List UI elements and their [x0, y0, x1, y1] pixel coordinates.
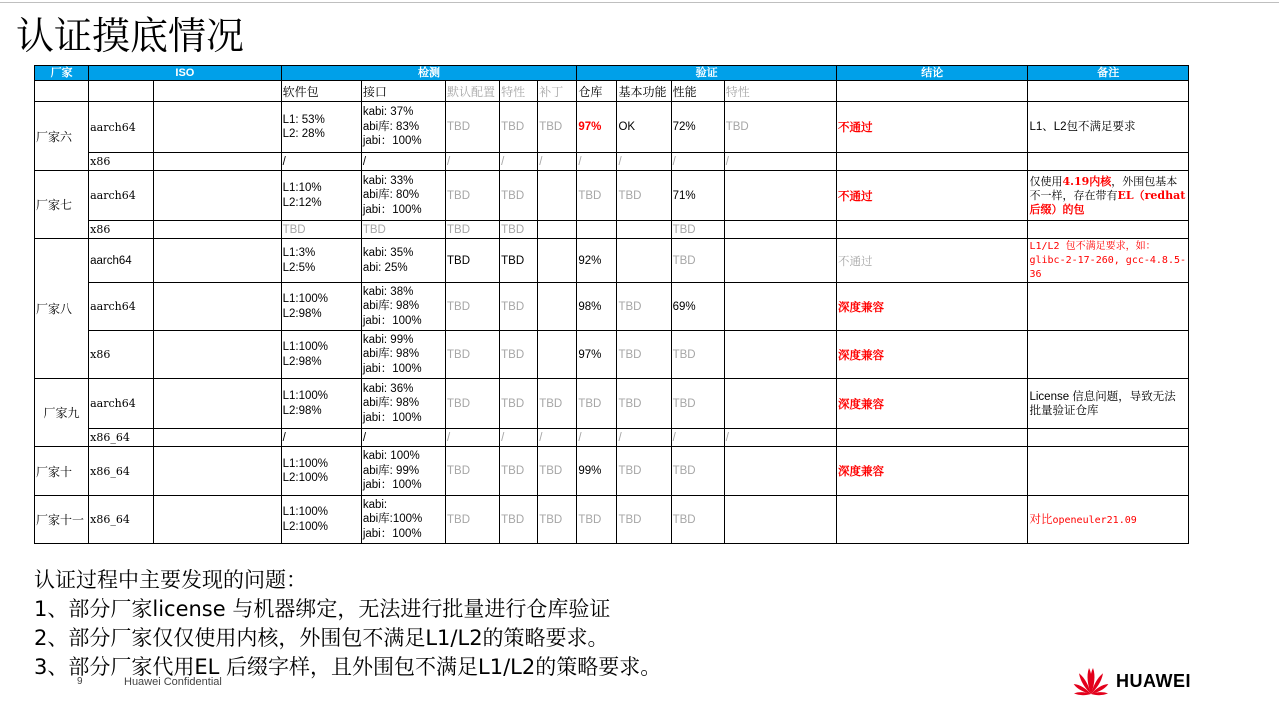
- interface-jabi: jabi：100%: [362, 203, 422, 216]
- performance-cell: 72%: [671, 102, 724, 153]
- iso-cell: [154, 379, 281, 429]
- conclusion-cell: 深度兼容: [836, 283, 1027, 331]
- arch-cell: x86_64: [89, 496, 154, 544]
- interface-cell: [361, 379, 445, 429]
- finding-item-2: 2、部分厂家仅仅使用内核，外围包不满足L1/L2的策略要求。: [34, 626, 609, 650]
- package-cell: [281, 447, 361, 496]
- interface-cell: [361, 496, 445, 544]
- remark-kernel-highlight: 4.19内核: [1062, 174, 1112, 188]
- subheader-default-config: 默认配置: [446, 81, 500, 102]
- findings-list: [34, 566, 661, 682]
- feature-cell: TBD: [500, 102, 538, 153]
- default-config-cell: TBD: [446, 379, 500, 429]
- package-cell: [281, 102, 361, 153]
- package-l1: L1:100%: [282, 457, 329, 470]
- package-l2: L2:98%: [282, 355, 322, 368]
- performance-cell: TBD: [671, 331, 724, 379]
- repo-cell: 92%: [577, 239, 617, 283]
- conclusion-cell: 深度兼容: [836, 379, 1027, 429]
- basic-func-cell: /: [617, 153, 671, 171]
- feature-cell: TBD: [500, 283, 538, 331]
- package-l1: L1:100%: [282, 341, 329, 353]
- package-l1: L1:10%: [282, 182, 322, 194]
- iso-cell: [154, 221, 281, 239]
- repo-cell: TBD: [577, 496, 617, 544]
- vendor-cell: 厂家八: [35, 239, 89, 379]
- table-row: [35, 102, 1189, 153]
- remark-cell: [1028, 283, 1189, 331]
- basic-func-cell: [617, 239, 671, 283]
- feature-cell: /: [500, 153, 538, 171]
- huawei-flower-icon: [1070, 664, 1112, 698]
- package-l2: L2:5%: [282, 261, 316, 274]
- page-number: 9: [77, 676, 83, 687]
- performance-cell: TBD: [671, 447, 724, 496]
- patch-cell: /: [538, 429, 577, 447]
- interface-jabi: jabi：100%: [362, 411, 422, 424]
- package-cell: [281, 379, 361, 429]
- arch-cell: aarch64: [89, 239, 154, 283]
- verify-feature-cell: [724, 496, 836, 544]
- package-cell: /: [281, 153, 361, 171]
- remark-cell: [1028, 429, 1189, 447]
- table-header-row: [35, 66, 1189, 81]
- finding-item-3: 3、部分厂家代用EL 后缀字样，且外围包不满足L1/L2的策略要求。: [34, 655, 662, 679]
- repo-cell: TBD: [577, 171, 617, 221]
- header-vendor: 厂家: [35, 66, 89, 81]
- interface-kabi: kabi: 35%: [362, 247, 414, 259]
- iso-cell: [154, 429, 281, 447]
- patch-cell: [538, 283, 577, 331]
- empty-cell: [89, 81, 154, 102]
- default-config-cell: TBD: [446, 331, 500, 379]
- patch-cell: TBD: [538, 496, 577, 544]
- remark-version: openeuler21.09: [1052, 515, 1137, 526]
- interface-cell: /: [361, 153, 445, 171]
- package-cell: [281, 283, 361, 331]
- package-cell: [281, 171, 361, 221]
- interface-abi: abi库:100%: [362, 513, 423, 526]
- interface-jabi: jabi：100%: [362, 362, 422, 375]
- remark-cell: License 信息问题，导致无法批量验证仓库: [1028, 379, 1189, 429]
- package-l1: L1:3%: [282, 247, 316, 259]
- package-l1: L1:100%: [282, 506, 329, 518]
- default-config-cell: TBD: [446, 171, 500, 221]
- interface-jabi: jabi：100%: [362, 479, 422, 492]
- arch-cell: aarch64: [89, 379, 154, 429]
- performance-cell: /: [671, 153, 724, 171]
- remark-text: 仅使用: [1029, 175, 1063, 188]
- empty-cell: [1028, 81, 1189, 102]
- subheader-performance: 性能: [671, 81, 724, 102]
- table-row: [35, 429, 1189, 447]
- subheader-basic-func: 基本功能: [617, 81, 671, 102]
- header-conclusion: 结论: [836, 66, 1027, 81]
- package-cell: [281, 331, 361, 379]
- basic-func-cell: TBD: [617, 331, 671, 379]
- conclusion-cell: [836, 153, 1027, 171]
- package-l2: L2:98%: [282, 307, 322, 320]
- remark-cell: [1028, 171, 1189, 221]
- table-subheader-row: [35, 81, 1189, 102]
- default-config-cell: /: [446, 429, 500, 447]
- interface-cell: /: [361, 429, 445, 447]
- table-row: [35, 221, 1189, 239]
- vendor-cell: 厂家六: [35, 102, 89, 171]
- interface-cell: [361, 447, 445, 496]
- repo-cell: /: [577, 153, 617, 171]
- arch-cell: x86: [89, 331, 154, 379]
- verify-feature-cell: [724, 379, 836, 429]
- subheader-feature: 特性: [500, 81, 538, 102]
- interface-kabi: kabi: 37%: [362, 106, 414, 119]
- interface-jabi: jabi：100%: [362, 135, 422, 148]
- remark-cell: L1/L2 包不满足要求，如：glibc-2-17-260, gcc-4.8.5-36: [1028, 239, 1189, 283]
- basic-func-cell: /: [617, 429, 671, 447]
- default-config-cell: TBD: [446, 221, 500, 239]
- interface-abi: abi: 25%: [362, 261, 408, 274]
- iso-cell: [154, 239, 281, 283]
- interface-abi: abi库: 98%: [362, 348, 420, 361]
- patch-cell: TBD: [538, 102, 577, 153]
- repo-cell: 97%: [577, 331, 617, 379]
- feature-cell: TBD: [500, 239, 538, 283]
- default-config-cell: TBD: [446, 496, 500, 544]
- performance-cell: 69%: [671, 283, 724, 331]
- table-row: [35, 496, 1189, 544]
- patch-cell: [538, 171, 577, 221]
- huawei-logo: [1070, 664, 1210, 700]
- interface-jabi: jabi：100%: [362, 527, 422, 540]
- iso-cell: [154, 102, 281, 153]
- interface-kabi: kabi: 33%: [362, 174, 414, 187]
- table-row: [35, 153, 1189, 171]
- iso-cell: [154, 153, 281, 171]
- remark-cell: [1028, 153, 1189, 171]
- interface-abi: abi库: 98%: [362, 300, 420, 313]
- arch-cell: x86_64: [89, 447, 154, 496]
- package-cell: [281, 496, 361, 544]
- feature-cell: TBD: [500, 221, 538, 239]
- package-l2: L2:12%: [282, 196, 322, 209]
- iso-cell: [154, 496, 281, 544]
- header-iso: ISO: [89, 66, 281, 81]
- repo-cell: /: [577, 429, 617, 447]
- vendor-cell: 厂家七: [35, 171, 89, 239]
- feature-cell: TBD: [500, 331, 538, 379]
- interface-kabi: kabi: 99%: [362, 333, 414, 346]
- empty-cell: [836, 81, 1027, 102]
- empty-cell: [154, 81, 281, 102]
- vendor-cell: 厂家九: [35, 379, 89, 447]
- remark-text: 对比: [1029, 514, 1053, 526]
- feature-cell: /: [500, 429, 538, 447]
- arch-cell: aarch64: [89, 283, 154, 331]
- conclusion-cell: 深度兼容: [836, 331, 1027, 379]
- patch-cell: [538, 239, 577, 283]
- patch-cell: /: [538, 153, 577, 171]
- table-row: [35, 239, 1189, 283]
- interface-kabi: kabi: 38%: [362, 285, 414, 298]
- header-remark: 备注: [1028, 66, 1189, 81]
- table-row: [35, 379, 1189, 429]
- interface-kabi: kabi: 36%: [362, 382, 414, 395]
- verify-feature-cell: [724, 447, 836, 496]
- package-cell: TBD: [281, 221, 361, 239]
- remark-cell: [1028, 331, 1189, 379]
- remark-cell: [1028, 496, 1189, 544]
- empty-cell: [35, 81, 89, 102]
- patch-cell: TBD: [538, 379, 577, 429]
- interface-cell: [361, 239, 445, 283]
- verify-feature-cell: TBD: [724, 102, 836, 153]
- vendor-cell: 厂家十: [35, 447, 89, 496]
- interface-abi: abi库: 99%: [362, 464, 420, 477]
- feature-cell: TBD: [500, 447, 538, 496]
- iso-cell: [154, 331, 281, 379]
- performance-cell: /: [671, 429, 724, 447]
- basic-func-cell: TBD: [617, 379, 671, 429]
- repo-cell: TBD: [577, 379, 617, 429]
- verify-feature-cell: /: [724, 153, 836, 171]
- basic-func-cell: TBD: [617, 496, 671, 544]
- iso-cell: [154, 447, 281, 496]
- iso-cell: [154, 171, 281, 221]
- package-cell: [281, 239, 361, 283]
- conclusion-cell: [836, 221, 1027, 239]
- patch-cell: [538, 331, 577, 379]
- table-row: [35, 171, 1189, 221]
- remark-cell: [1028, 221, 1189, 239]
- conclusion-cell: 不通过: [836, 102, 1027, 153]
- interface-cell: [361, 283, 445, 331]
- subheader-patch: 补丁: [538, 81, 577, 102]
- page-title: 认证摸底情况: [16, 14, 245, 58]
- interface-cell: [361, 171, 445, 221]
- default-config-cell: TBD: [446, 447, 500, 496]
- verify-feature-cell: [724, 239, 836, 283]
- table-row: [35, 283, 1189, 331]
- arch-cell: x86_64: [89, 429, 154, 447]
- patch-cell: TBD: [538, 447, 577, 496]
- basic-func-cell: TBD: [617, 447, 671, 496]
- remark-cell: [1028, 447, 1189, 496]
- remark-el-highlight: EL（redhat后缀）的包: [1029, 188, 1186, 216]
- remark-cell: L1、L2包不满足要求: [1028, 102, 1189, 153]
- feature-cell: TBD: [500, 171, 538, 221]
- remark-text: ，外围包基本不一样，存在带有: [1029, 175, 1178, 202]
- default-config-cell: TBD: [446, 239, 500, 283]
- package-l2: L2:98%: [282, 404, 322, 417]
- header-verify: 验证: [577, 66, 837, 81]
- interface-kabi: kabi:: [362, 498, 388, 511]
- interface-kabi: kabi: 100%: [362, 450, 420, 463]
- package-l1: L1: 53%: [282, 113, 325, 126]
- findings-heading: 认证过程中主要发现的问题：: [34, 568, 307, 592]
- feature-cell: TBD: [500, 379, 538, 429]
- interface-cell: TBD: [361, 221, 445, 239]
- confidential-label: Huawei Confidential: [124, 676, 222, 688]
- subheader-interface: 接口: [361, 81, 445, 102]
- arch-cell: aarch64: [89, 171, 154, 221]
- performance-cell: TBD: [671, 239, 724, 283]
- interface-cell: [361, 102, 445, 153]
- basic-func-cell: TBD: [617, 171, 671, 221]
- conclusion-cell: 不通过: [836, 239, 1027, 283]
- interface-jabi: jabi：100%: [362, 314, 422, 327]
- default-config-cell: /: [446, 153, 500, 171]
- performance-cell: 71%: [671, 171, 724, 221]
- huawei-wordmark: HUAWEI: [1116, 671, 1191, 691]
- default-config-cell: TBD: [446, 102, 500, 153]
- arch-cell: x86: [89, 221, 154, 239]
- verify-feature-cell: [724, 283, 836, 331]
- basic-func-cell: OK: [617, 102, 671, 153]
- performance-cell: TBD: [671, 221, 724, 239]
- conclusion-cell: [836, 496, 1027, 544]
- verify-feature-cell: /: [724, 429, 836, 447]
- interface-abi: abi库: 98%: [362, 397, 420, 410]
- arch-cell: x86: [89, 153, 154, 171]
- arch-cell: aarch64: [89, 102, 154, 153]
- verify-feature-cell: [724, 221, 836, 239]
- feature-cell: TBD: [500, 496, 538, 544]
- repo-cell: [577, 221, 617, 239]
- finding-item-1: 1、部分厂家license 与机器绑定，无法进行批量进行仓库验证: [34, 597, 611, 621]
- subheader-repo: 仓库: [577, 81, 617, 102]
- package-l2: L2:100%: [282, 472, 329, 484]
- header-detect: 检测: [281, 66, 577, 81]
- default-config-cell: TBD: [446, 283, 500, 331]
- repo-cell: 99%: [577, 447, 617, 496]
- performance-cell: TBD: [671, 496, 724, 544]
- table-row: [35, 331, 1189, 379]
- top-divider: [0, 2, 1279, 3]
- interface-abi: abi库: 83%: [362, 120, 420, 133]
- package-cell: /: [281, 429, 361, 447]
- patch-cell: [538, 221, 577, 239]
- conclusion-cell: 不通过: [836, 171, 1027, 221]
- interface-cell: [361, 331, 445, 379]
- verify-feature-cell: [724, 171, 836, 221]
- conclusion-cell: [836, 429, 1027, 447]
- package-l1: L1:100%: [282, 293, 329, 305]
- repo-cell: 98%: [577, 283, 617, 331]
- table-row: [35, 447, 1189, 496]
- conclusion-cell: 深度兼容: [836, 447, 1027, 496]
- basic-func-cell: TBD: [617, 283, 671, 331]
- package-l2: L2: 28%: [282, 128, 325, 140]
- iso-cell: [154, 283, 281, 331]
- performance-cell: TBD: [671, 379, 724, 429]
- interface-abi: abi库: 80%: [362, 189, 420, 202]
- verify-feature-cell: [724, 331, 836, 379]
- package-l2: L2:100%: [282, 520, 329, 533]
- subheader-package: 软件包: [281, 81, 361, 102]
- certification-table: [34, 65, 1189, 544]
- vendor-cell: 厂家十一: [35, 496, 89, 544]
- subheader-verify-feature: 特性: [724, 81, 836, 102]
- basic-func-cell: [617, 221, 671, 239]
- repo-cell: 97%: [577, 102, 617, 153]
- package-l1: L1:100%: [282, 390, 329, 402]
